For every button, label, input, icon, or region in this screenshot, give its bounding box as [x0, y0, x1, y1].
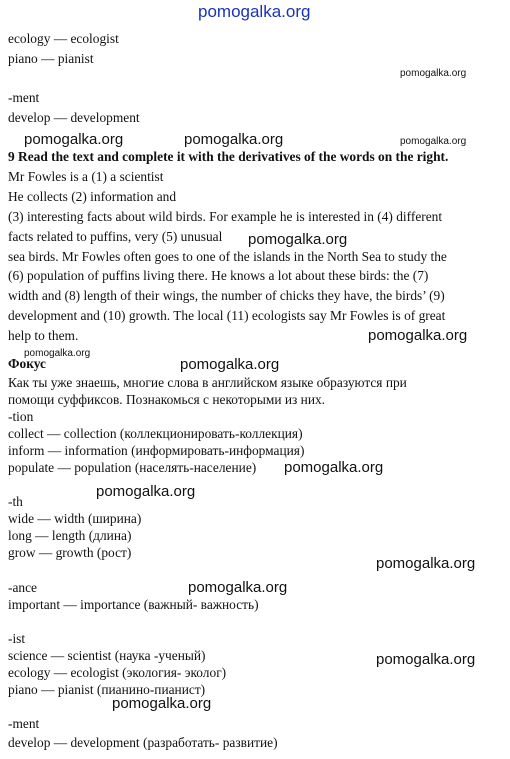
watermark: pomogalka.org [180, 356, 280, 373]
text-line: facts related to puffins, very (5) unusual [8, 229, 223, 244]
text-line: piano — pianist (пианино-пианист) [8, 682, 206, 697]
watermark: pomogalka.org [198, 2, 311, 21]
text-line: width and (8) length of their wings, the number of chicks they have, the birds’ (9) [8, 288, 445, 303]
text-line: -ment [8, 90, 40, 105]
text-line: grow — growth (рост) [8, 545, 132, 560]
text-line: помощи суффиксов. Познакомься с некоторыми из них. [8, 392, 326, 407]
text-line: collect — collection (коллекционировать-коллекция) [8, 426, 303, 441]
text-line: ecology — ecologist [8, 31, 119, 46]
suffix-label: -ment [8, 716, 40, 731]
text-line: important — importance (важный- важность) [8, 597, 259, 612]
text-line: inform — information (информировать-информация) [8, 443, 305, 458]
watermark: pomogalka.org [368, 327, 468, 344]
section-heading: Фокус [8, 356, 46, 371]
watermark: pomogalka.org [284, 459, 384, 476]
text-line: develop — development (разработать- развитие) [8, 735, 278, 750]
watermark: pomogalka.org [188, 579, 288, 596]
suffix-label: -ance [8, 580, 37, 595]
text-line: long — length (длина) [8, 528, 132, 543]
text-line: (3) interesting facts about wild birds. For example he is interested in (4) different [8, 209, 443, 224]
watermark: pomogalka.org [376, 651, 476, 668]
text-line: piano — pianist [8, 51, 94, 66]
watermark: pomogalka.org [376, 555, 476, 572]
watermark: pomogalka.org [400, 68, 467, 79]
watermark: pomogalka.org [400, 136, 467, 147]
watermark: pomogalka.org [112, 695, 212, 712]
text-line: Mr Fowles is a (1) a scientist [8, 169, 164, 184]
text-line: (6) population of puffins living there. He knows a lot about these birds: the (7) [8, 268, 429, 283]
watermark: pomogalka.org [248, 231, 348, 248]
text-line: help to them. [8, 328, 79, 343]
text-line: wide — width (ширина) [8, 511, 142, 526]
watermark: pomogalka.org [24, 348, 91, 359]
watermark: pomogalka.org [184, 131, 284, 148]
text-line: development and (10) growth. The local (11) ecologists say Mr Fowles is of great [8, 308, 446, 323]
text-line: Как ты уже знаешь, многие слова в английском языке образуются при [8, 375, 407, 390]
suffix-label: -th [8, 494, 23, 509]
watermark: pomogalka.org [24, 131, 124, 148]
text-line: science — scientist (наука -ученый) [8, 648, 206, 663]
text-line: He collects (2) information and [8, 189, 177, 204]
text-line: sea birds. Mr Fowles often goes to one of the islands in the North Sea to study the [8, 249, 447, 264]
text-line: populate — population (населять-население) [8, 460, 257, 475]
text-line: develop — development [8, 110, 140, 125]
suffix-label: -ist [8, 631, 26, 646]
suffix-label: -tion [8, 409, 34, 424]
exercise-heading: 9 Read the text and complete it with the derivatives of the words on the right. [8, 149, 449, 164]
watermark: pomogalka.org [96, 483, 196, 500]
text-line: ecology — ecologist (экология- эколог) [8, 665, 227, 680]
